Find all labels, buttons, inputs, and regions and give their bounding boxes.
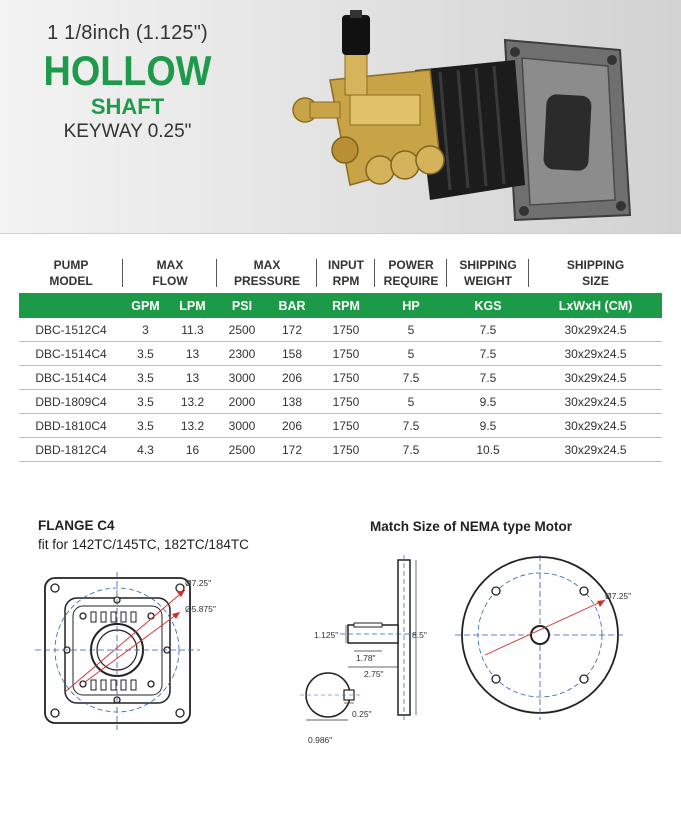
table-cell: 30x29x24.5: [529, 438, 662, 462]
flange-subtitle: fit for 142TC/145TC, 182TC/184TC: [38, 537, 249, 552]
table-cell: 5: [375, 390, 447, 414]
nema-dim-key-width: 0.25": [352, 709, 372, 719]
shaft-size: 1 1/8inch (1.125"): [47, 22, 208, 44]
table-cell: 206: [267, 366, 317, 390]
table-cell: 206: [267, 414, 317, 438]
unit-cell: HP: [375, 293, 447, 318]
table-cell: 1750: [317, 414, 375, 438]
spec-table: [19, 253, 662, 462]
table-cell: DBD-1810C4: [19, 414, 123, 438]
table-cell: 5: [375, 318, 447, 342]
keyway-spec: KEYWAY 0.25": [63, 121, 192, 142]
unit-cell: BAR: [267, 293, 317, 318]
hero-banner: [0, 0, 681, 234]
table-row: [19, 342, 662, 366]
table-row: [19, 390, 662, 414]
nema-dim-key-depth: 0.986": [308, 735, 333, 745]
flange-dim-inner: Ø5.875": [185, 604, 216, 614]
table-cell: 172: [267, 318, 317, 342]
table-cell: 4.3: [123, 438, 168, 462]
table-cell: DBC-1514C4: [19, 366, 123, 390]
title-hollow: HOLLOW: [43, 47, 212, 94]
table-cell: 158: [267, 342, 317, 366]
unit-cell: GPM: [123, 293, 168, 318]
table-cell: 7.5: [375, 366, 447, 390]
table-cell: DBC-1514C4: [19, 342, 123, 366]
table-cell: 11.3: [168, 318, 217, 342]
nema-dim-height: 8.5": [412, 630, 427, 640]
table-cell: 1750: [317, 342, 375, 366]
table-cell: 3.5: [123, 342, 168, 366]
table-cell: 3: [123, 318, 168, 342]
table-cell: 1750: [317, 366, 375, 390]
table-cell: 30x29x24.5: [529, 414, 662, 438]
table-cell: 2500: [217, 318, 267, 342]
table-cell: 13.2: [168, 390, 217, 414]
table-cell: 2300: [217, 342, 267, 366]
title-shaft: SHAFT: [90, 94, 165, 119]
table-cell: 30x29x24.5: [529, 342, 662, 366]
header-input-rpm: INPUT RPM: [317, 253, 375, 293]
table-row: [19, 438, 662, 462]
table-row: [19, 366, 662, 390]
table-row: [19, 318, 662, 342]
nema-title: Match Size of NEMA type Motor: [370, 519, 573, 534]
table-cell: 9.5: [447, 414, 529, 438]
table-cell: 2000: [217, 390, 267, 414]
table-cell: DBD-1812C4: [19, 438, 123, 462]
table-cell: 7.5: [447, 318, 529, 342]
table-cell: 3000: [217, 414, 267, 438]
flange-title: FLANGE C4: [38, 518, 115, 533]
unit-cell: PSI: [217, 293, 267, 318]
table-cell: 1750: [317, 438, 375, 462]
pump-image: [290, 10, 670, 225]
table-cell: 13: [168, 366, 217, 390]
shaft-key-section: [290, 665, 400, 750]
table-cell: 138: [267, 390, 317, 414]
nema-dim-shaft-length: 2.75": [364, 669, 384, 679]
table-cell: 1750: [317, 390, 375, 414]
table-header-row: [19, 253, 662, 293]
table-cell: 7.5: [447, 342, 529, 366]
table-cell: 2500: [217, 438, 267, 462]
header-shipping-weight: SHIPPING WEIGHT: [447, 253, 529, 293]
flange-diagram: [35, 572, 250, 732]
nema-dim-key-length: 1.78": [356, 653, 376, 663]
table-cell: 13.2: [168, 414, 217, 438]
table-cell: 3000: [217, 366, 267, 390]
nema-face-view: [455, 555, 645, 730]
table-cell: 10.5: [447, 438, 529, 462]
table-cell: 172: [267, 438, 317, 462]
header-power: POWER REQUIRE: [375, 253, 447, 293]
unit-cell: [19, 293, 123, 318]
flange-dim-outer: Ø7.25": [185, 578, 212, 588]
hero-text: [0, 22, 255, 143]
table-row: [19, 414, 662, 438]
header-max-flow: MAX FLOW: [123, 253, 217, 293]
header-pump-model: PUMP MODEL: [19, 253, 123, 293]
header-max-pressure: MAX PRESSURE: [217, 253, 317, 293]
table-cell: 3.5: [123, 414, 168, 438]
unit-cell: LPM: [168, 293, 217, 318]
nema-dim-bolt-circle: Ø7.25": [605, 591, 632, 601]
unit-cell: RPM: [317, 293, 375, 318]
table-cell: 7.5: [375, 438, 447, 462]
table-cell: 1750: [317, 318, 375, 342]
header-shipping-size: SHIPPING SIZE: [566, 258, 625, 288]
table-cell: 7.5: [375, 414, 447, 438]
nema-dim-shaft: 1.125": [314, 630, 339, 640]
table-cell: 3.5: [123, 390, 168, 414]
table-cell: DBC-1512C4: [19, 318, 123, 342]
unit-cell: LxWxH (CM): [529, 293, 662, 318]
table-cell: 3.5: [123, 366, 168, 390]
unit-cell: KGS: [447, 293, 529, 318]
table-unit-row: [19, 293, 662, 318]
table-cell: 30x29x24.5: [529, 390, 662, 414]
table-cell: DBD-1809C4: [19, 390, 123, 414]
table-cell: 30x29x24.5: [529, 366, 662, 390]
table-cell: 13: [168, 342, 217, 366]
table-cell: 9.5: [447, 390, 529, 414]
table-cell: 16: [168, 438, 217, 462]
table-cell: 7.5: [447, 366, 529, 390]
table-cell: 5: [375, 342, 447, 366]
table-cell: 30x29x24.5: [529, 318, 662, 342]
